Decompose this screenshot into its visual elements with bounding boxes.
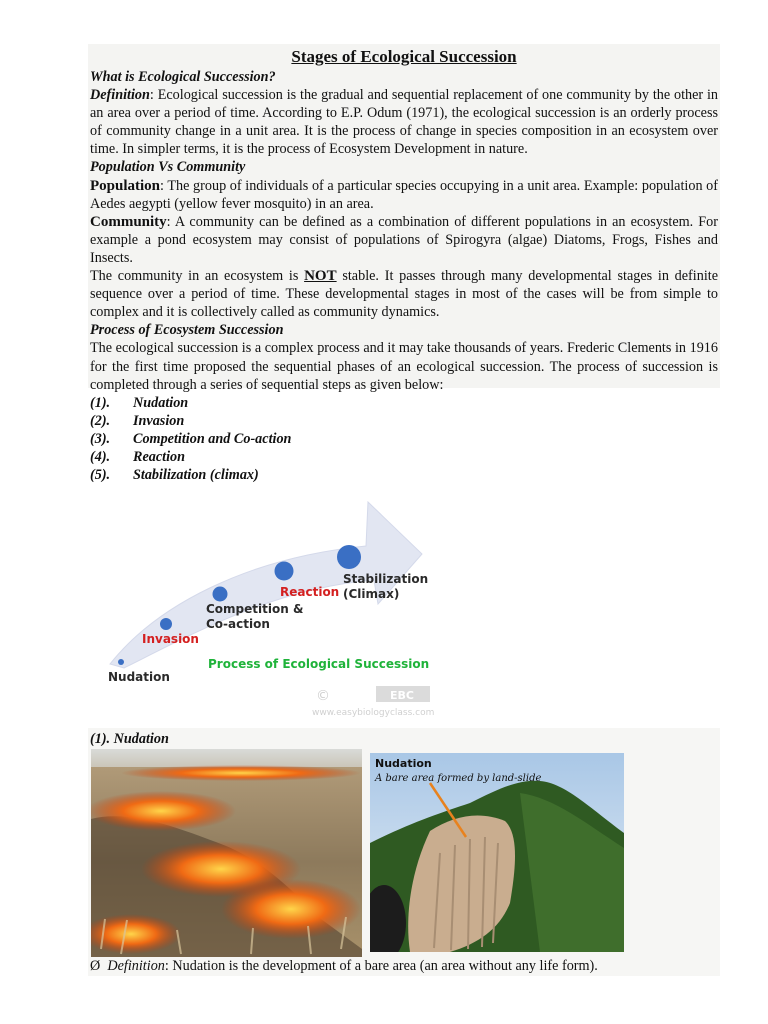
community-dynamics-paragraph [90, 267, 718, 321]
dynamics-text-end: stable. It passes through many developmental stages in definite sequence over a period of time. These developmental stages in most of the cases will be from simple to complex and it is collectively called as community dynamics. [90, 268, 718, 321]
diagram-caption: Process of Ecological Succession [208, 657, 430, 671]
step-label: Invasion [133, 412, 185, 429]
population-label: Population [90, 177, 161, 194]
definition-label: Definition [107, 958, 165, 974]
step-number: (3). [90, 430, 111, 447]
step-number: (2). [90, 412, 111, 429]
reaction-dot [275, 562, 294, 581]
label-nudation: Nudation [108, 670, 170, 684]
nudation-heading: (1). Nudation [90, 731, 169, 747]
step-number: (4). [90, 448, 111, 465]
photo-subtitle: A bare area formed by land-slide [375, 773, 542, 784]
community-label: Community [90, 213, 167, 230]
nudation-dot [118, 659, 124, 665]
competition-dot [213, 587, 228, 602]
community-text: : A community can be defined as a combination of different populations in an ecosystem. For example a pond ecosystem may consist of populations of Spirogyra (algae) Diatoms, Frogs, Fishes and Insects. [90, 213, 718, 266]
step-number: (5). [90, 467, 111, 484]
step-label: Competition and Co-action [133, 430, 292, 447]
nudation-definition [90, 958, 598, 975]
process-heading: Process of Ecosystem Succession [90, 322, 284, 339]
stabilization-dot [337, 545, 361, 569]
definition-label: Definition [90, 87, 150, 104]
label-competition-line2: Co-action [206, 617, 270, 631]
succession-diagram [96, 496, 436, 721]
fire-band-mid [91, 791, 236, 831]
label-competition-line1: Competition & [206, 602, 304, 616]
watermark [312, 686, 434, 718]
step-label: Stabilization (climax) [133, 467, 259, 484]
population-vs-community-heading: Population Vs Community [90, 159, 246, 176]
document-body [90, 47, 718, 484]
definition-text: : Ecological succession is the gradual and sequential replacement of one community by the other in an area over a period of time. According to E.P. Odum (1971), the ecological succession is an orderly process of community change in a unit area. It is the process of change in species composition in an ecosystem over time. In simpler terms, it is the process of Ecosystem Development in nature. [90, 87, 718, 158]
list-item [90, 394, 718, 412]
step-label: Reaction [133, 448, 186, 465]
population-paragraph [90, 177, 718, 213]
definition-paragraph [90, 86, 718, 158]
definition-text: : Nudation is the development of a bare area (an area without any life form). [164, 958, 598, 974]
what-is-heading: What is Ecological Succession? [90, 69, 276, 85]
step-label: Nudation [133, 394, 189, 411]
process-paragraph: The ecological succession is a complex process and it may take thousands of years. Frederic Clements in 1916 for the first time proposed the sequential phases of an ecological succession. The process of succession is completed through a series of sequential steps as given below: [90, 340, 718, 393]
grass-fire-photo [91, 749, 362, 957]
label-stabilization-line2: (Climax) [343, 587, 400, 601]
invasion-dot [160, 618, 172, 630]
page-title: Stages of Ecological Succession [291, 47, 517, 66]
not-emphasis: NOT [304, 268, 337, 285]
watermark-copyright: © [316, 688, 330, 704]
watermark-url: www.easybiologyclass.com [312, 708, 435, 718]
fire-band-far [121, 765, 361, 781]
list-item [90, 466, 718, 484]
step-number: (1). [90, 394, 111, 411]
steps-list [90, 394, 718, 484]
label-invasion: Invasion [142, 632, 199, 646]
label-reaction: Reaction [280, 585, 340, 599]
list-item [90, 412, 718, 430]
list-item [90, 430, 718, 448]
population-text: : The group of individuals of a particular species occupying in a unit area. Example: population of Aedes aegypti (yellow fever mosquito) in an area. [90, 177, 718, 212]
bullet-icon: Ø [90, 958, 101, 974]
community-paragraph [90, 213, 718, 267]
photo-title: Nudation [375, 757, 432, 770]
landslide-photo [370, 753, 624, 952]
dynamics-text-start: The community in an ecosystem is [90, 268, 305, 285]
list-item [90, 448, 718, 466]
fire-band-front [221, 879, 361, 939]
label-stabilization-line1: Stabilization [343, 572, 429, 586]
watermark-logo: EBC [390, 689, 414, 702]
